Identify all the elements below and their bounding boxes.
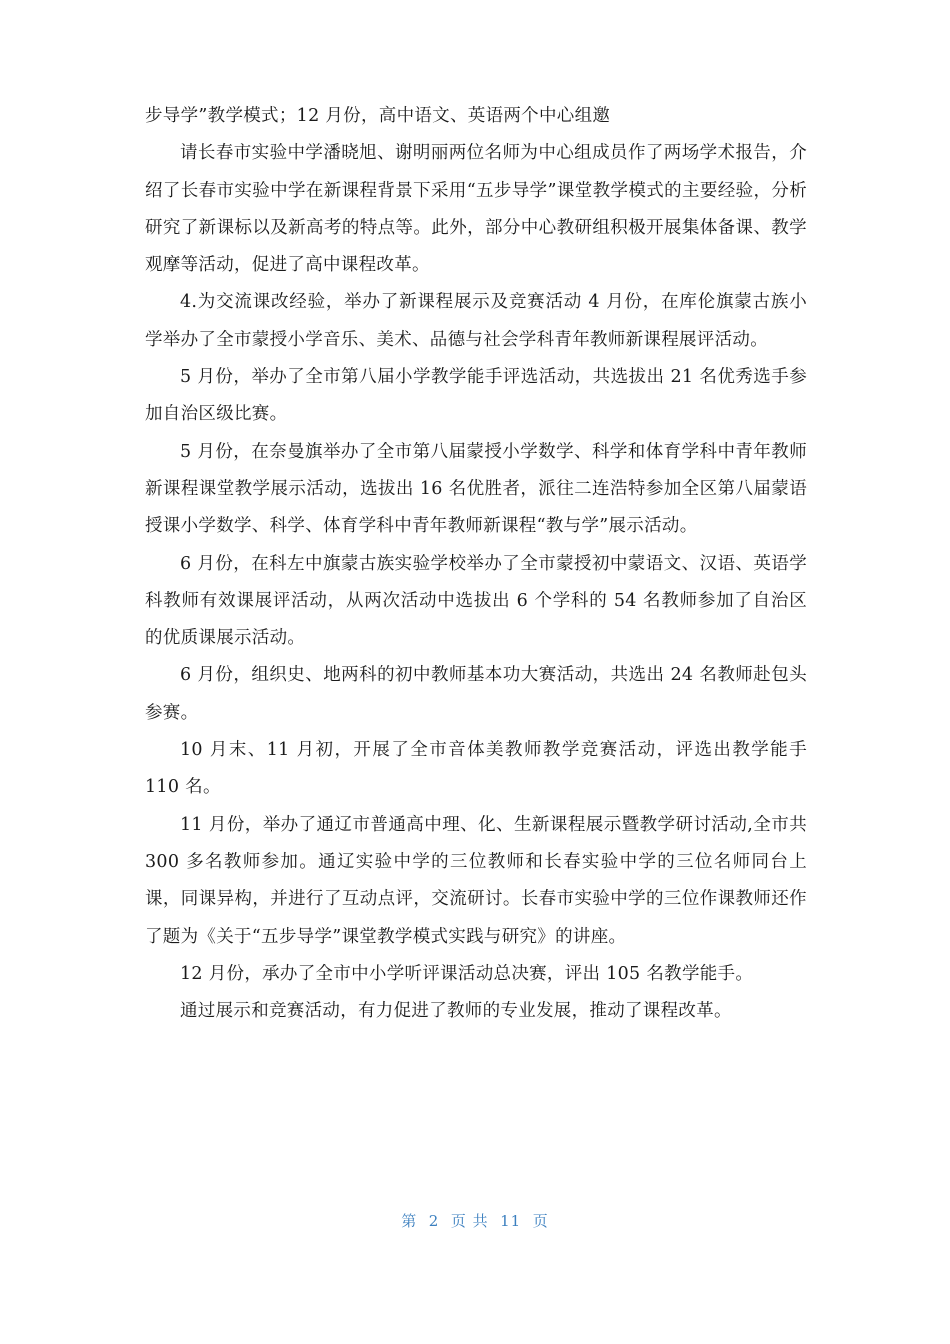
paragraph-6: 6 月份，在科左中旗蒙古族实验学校举办了全市蒙授初中蒙语文、汉语、英语学科教师有效课展评活动，从两次活动中选拔出 6 个学科的 54 名教师参加了自治区的优质课展示活动。: [145, 553, 807, 649]
paragraph-2: 请长春市实验中学潘晓旭、谢明丽两位名师为中心组成员作了两场学术报告，介绍了长春市实验中学在新课程背景下采用“五步导学”课堂教学模式的主要经验，分析研究了新课标以及新高考的特点等。此外，部分中心教研组积极开展集体备课、教学观摩等活动，促进了高中课程改革。: [145, 143, 807, 276]
paragraph-4: 5 月份，举办了全市第八届小学教学能手评选活动，共选拔出 21 名优秀选手参加自治区级比赛。: [145, 367, 807, 425]
paragraph-10: 12 月份，承办了全市中小学听评课活动总决赛，评出 105 名教学能手。: [180, 963, 754, 984]
paragraph-5: 5 月份，在奈曼旗举办了全市第八届蒙授小学数学、科学和体育学科中青年教师新课程课堂教学展示活动，选拔出 16 名优胜者，派往二连浩特参加全区第八届蒙语授课小学数学、科学、体育学科中青年教师新课程“教与学”展示活动。: [145, 441, 807, 537]
paragraph-11: 通过展示和竞赛活动，有力促进了教师的专业发展，推动了课程改革。: [180, 1001, 732, 1022]
paragraph-3: 4.为交流课改经验，举办了新课程展示及竞赛活动 4 月份，在库伦旗蒙古族小学举办了全市蒙授小学音乐、美术、品德与社会学科青年教师新课程展评活动。: [145, 292, 807, 350]
paragraph-9: 11 月份，举办了通辽市普通高中理、化、生新课程展示暨教学研讨活动,全市共 300 多名教师参加。通辽实验中学的三位教师和长春实验中学的三位名师同台上课，同课异构，并进行了互动点评，交流研讨。长春市实验中学的三位作课教师还作了题为《关于“五步导学”课堂教学模式实践与研究》的讲座。: [145, 814, 807, 947]
paragraph-7: 6 月份，组织史、地两科的初中教师基本功大赛活动，共选出 24 名教师赴包头参赛。: [145, 665, 807, 723]
page-number-footer: 第 2 页 共 11 页: [401, 1212, 549, 1230]
paragraph-1: 步导学”教学模式；12 月份，高中语文、英语两个中心组邀: [145, 106, 611, 126]
document-body: [145, 98, 807, 1030]
paragraph-8: 10 月末、11 月初，开展了全市音体美教师教学竞赛活动，评选出教学能手 110 名。: [145, 740, 807, 798]
